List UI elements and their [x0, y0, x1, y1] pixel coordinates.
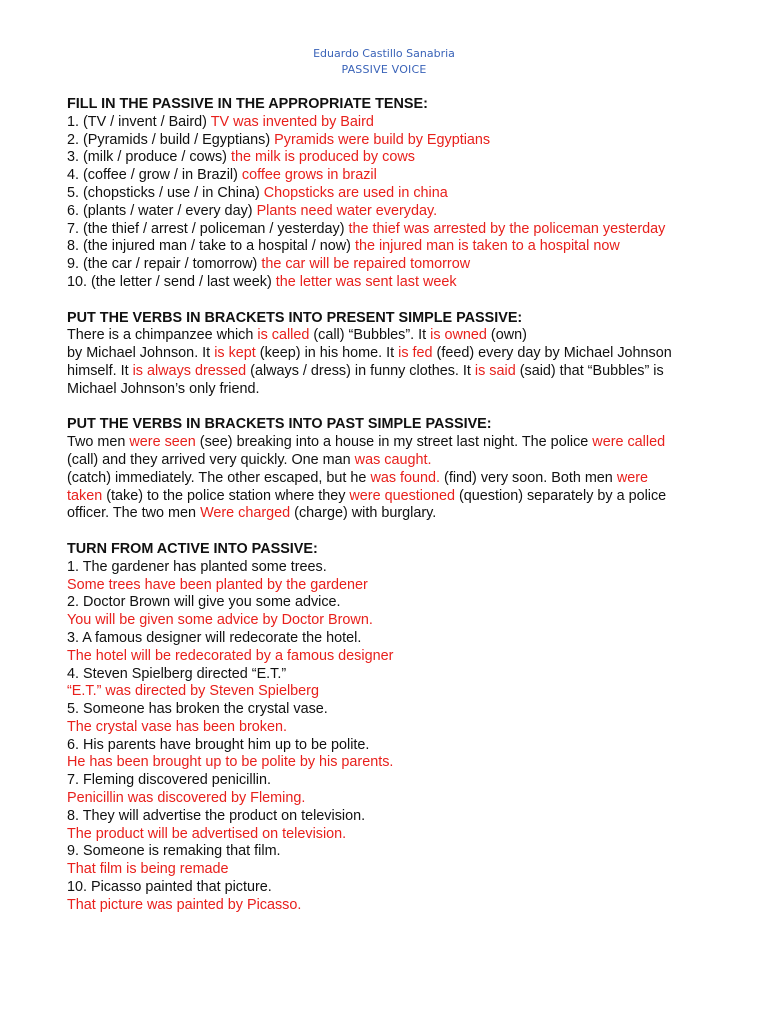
exercise-line — [67, 149, 701, 167]
section-fill-in-passive — [67, 96, 701, 292]
passive-answer: The product will be advertised on television. — [67, 825, 347, 842]
exercise-line — [67, 114, 701, 132]
document-body — [67, 96, 701, 932]
paragraph-text: officer. The two men — [67, 505, 201, 522]
answer-text: were questioned — [349, 487, 455, 504]
exercise-answer: coffee grows in brazil — [241, 167, 377, 184]
paragraph-text: Two men — [67, 434, 130, 451]
paragraph-text: (feed) every day by Michael Johnson — [432, 345, 672, 362]
paragraph-text: (said) that “Bubbles” is — [515, 362, 664, 379]
passive-answer: The crystal vase has been broken. — [67, 718, 287, 735]
paragraph-text: by Michael Johnson. It — [67, 345, 215, 362]
answer-text: is fed — [398, 345, 433, 362]
exercise-answer: the injured man is taken to a hospital now — [354, 238, 620, 255]
exercise-line — [67, 238, 701, 256]
paragraph-text: (own) — [486, 327, 527, 344]
exercise-answer: Plants need water everyday. — [256, 202, 438, 219]
exercise-prompt: 7. (the thief / arrest / policeman / yesterday) — [67, 220, 349, 237]
passive-answer: Penicillin was discovered by Fleming. — [67, 790, 306, 807]
section-heading: PUT THE VERBS IN BRACKETS INTO PAST SIMPLE PASSIVE: — [67, 416, 492, 433]
exercise-line — [67, 256, 701, 274]
exercise-prompt: 5. (chopsticks / use / in China) — [67, 184, 264, 201]
paragraph-line — [67, 434, 701, 452]
answer-text: is called — [257, 327, 310, 344]
answer-text: were — [616, 469, 649, 486]
paragraph-text: (call) “Bubbles”. It — [309, 327, 431, 344]
answer-text: is kept — [214, 345, 256, 362]
exercise-prompt: 1. (TV / invent / Baird) — [67, 113, 211, 130]
active-sentence: 4. Steven Spielberg directed “E.T.” — [67, 665, 287, 682]
exercise-prompt: 4. (coffee / grow / in Brazil) — [67, 167, 242, 184]
passive-answer: That film is being remade — [67, 861, 229, 878]
exercise-prompt: 8. (the injured man / take to a hospital / now) — [67, 238, 355, 255]
answer-text: were called — [592, 434, 666, 451]
active-sentence: 8. They will advertise the product on television. — [67, 807, 366, 824]
active-sentence: 3. A famous designer will redecorate the hotel. — [67, 629, 362, 646]
active-sentence: 1. The gardener has planted some trees. — [67, 558, 327, 575]
passive-answer: You will be given some advice by Doctor Brown. — [67, 612, 373, 629]
paragraph-text: (always / dress) in funny clothes. It — [246, 362, 475, 379]
active-sentence: 5. Someone has broken the crystal vase. — [67, 701, 328, 718]
exercise-line — [67, 274, 701, 292]
exercise-line — [67, 203, 701, 221]
section-heading: PUT THE VERBS IN BRACKETS INTO PRESENT SIMPLE PASSIVE: — [67, 309, 523, 326]
paragraph-text: (catch) immediately. The other escaped, but he — [67, 469, 371, 486]
paragraph-text: (keep) in his home. It — [255, 345, 399, 362]
paragraph-line — [67, 381, 701, 399]
exercise-line — [67, 167, 701, 185]
paragraph-text: (call) and they arrived very quickly. One man — [67, 451, 355, 468]
paragraph-line — [67, 505, 701, 523]
section-past-simple-passive — [67, 416, 701, 523]
paragraph-text: (take) to the police station where they — [102, 487, 350, 504]
passive-answer: He has been brought up to be polite by his parents. — [67, 754, 394, 771]
active-sentence: 9. Someone is remaking that film. — [67, 843, 281, 860]
paragraph-text: There is a chimpanzee which — [67, 327, 258, 344]
paragraph-text: (see) breaking into a house in my street last night. The police — [195, 434, 593, 451]
exercise-answer: Chopsticks are used in china — [263, 184, 448, 201]
section-heading: FILL IN THE PASSIVE IN THE APPROPRIATE TENSE: — [67, 96, 428, 112]
answer-text: Were charged — [200, 505, 291, 522]
exercise-answer: the milk is produced by cows — [230, 149, 415, 166]
exercise-line — [67, 185, 701, 203]
exercise-prompt: 3. (milk / produce / cows) — [67, 149, 231, 166]
paragraph-line — [67, 345, 701, 363]
document-title: PASSIVE VOICE — [341, 63, 427, 76]
paragraph-line — [67, 470, 701, 488]
section-present-simple-passive — [67, 310, 701, 399]
answer-text: were seen — [129, 434, 196, 451]
section-heading: TURN FROM ACTIVE INTO PASSIVE: — [67, 540, 318, 557]
exercise-prompt: 6. (plants / water / every day) — [67, 202, 257, 219]
paragraph-line — [67, 488, 701, 506]
exercise-prompt: 2. (Pyramids / build / Egyptians) — [67, 131, 275, 148]
passive-answer: The hotel will be redecorated by a famous designer — [67, 647, 394, 664]
active-sentence: 7. Fleming discovered penicillin. — [67, 772, 271, 789]
active-sentence: 10. Picasso painted that picture. — [67, 879, 272, 896]
paragraph-line — [67, 452, 701, 470]
exercise-prompt: 10. (the letter / send / last week) — [67, 273, 276, 290]
paragraph-text: himself. It — [67, 362, 133, 379]
active-sentence: 6. His parents have brought him up to be polite. — [67, 736, 370, 753]
exercise-answer: the letter was sent last week — [275, 273, 457, 290]
active-sentence: 2. Doctor Brown will give you some advice. — [67, 594, 341, 611]
exercise-line — [67, 221, 701, 239]
author-name: Eduardo Castillo Sanabria — [313, 47, 455, 60]
exercise-prompt: 9. (the car / repair / tomorrow) — [67, 256, 262, 273]
passive-answer: Some trees have been planted by the gardener — [67, 576, 368, 593]
paragraph-text: (charge) with burglary. — [290, 505, 437, 522]
answer-text: is always dressed — [132, 362, 247, 379]
answer-text: is said — [474, 362, 516, 379]
answer-text: is owned — [430, 327, 487, 344]
passive-answer: That picture was painted by Picasso. — [67, 896, 302, 913]
paragraph-text: (question) separately by a police — [455, 487, 667, 504]
section-active-to-passive — [67, 541, 701, 915]
answer-text: was caught. — [354, 451, 432, 468]
paragraph-text: (find) very soon. Both men — [440, 469, 617, 486]
paragraph-text: Michael Johnson’s only friend. — [67, 380, 260, 397]
exercise-answer: Pyramids were build by Egyptians — [274, 131, 491, 148]
exercise-answer: the car will be repaired tomorrow — [261, 256, 471, 273]
paragraph-line — [67, 327, 701, 345]
paragraph-line — [67, 363, 701, 381]
exercise-answer: TV was invented by Baird — [210, 113, 374, 130]
passive-answer: “E.T.” was directed by Steven Spielberg — [67, 683, 319, 700]
answer-text: taken — [67, 487, 103, 504]
exercise-line — [67, 132, 701, 150]
answer-text: was found. — [370, 469, 441, 486]
exercise-answer: the thief was arrested by the policeman yesterday — [348, 220, 666, 237]
